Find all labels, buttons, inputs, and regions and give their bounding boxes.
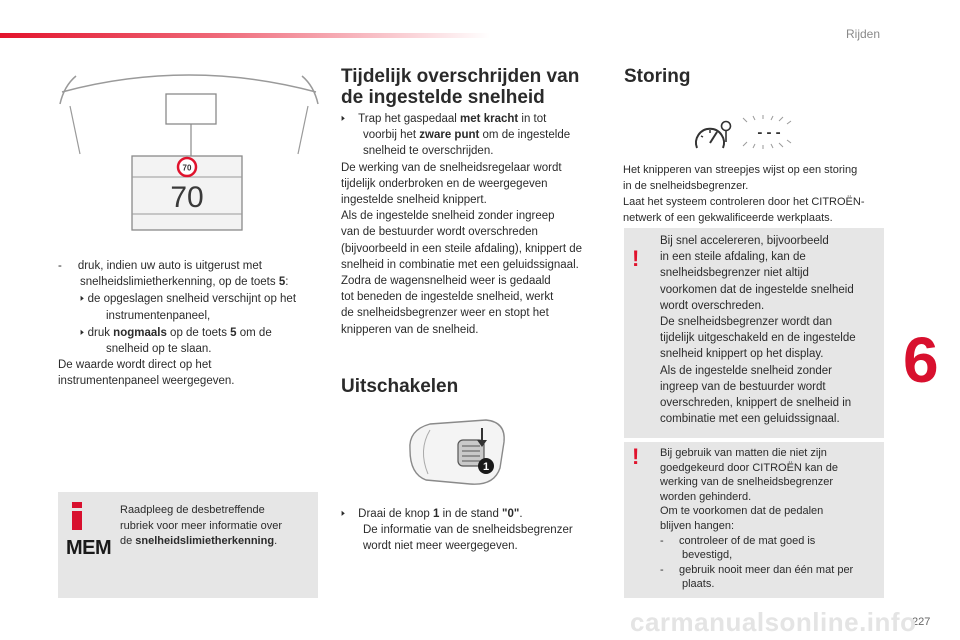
warning-acceleration-text: Bij snel accelereren, bijvoorbeeld in een steile afdaling, kan de snelheidsbegrenzer niet altijd voorkomen dat de ingestelde snelheid wordt overschreden. De snelheidsbegrenzer wordt dan tijdelijk uitgeschakeld en de ingestelde snelheid knippert op het display. Als de ingestelde snelheid zonder ingreep van de bestuurder wordt overschreden, knippert de snelheid in combinatie met een geluidssignaal.: [660, 235, 856, 426]
substep-speed-shown: 🢒 de opgeslagen snelheid verschijnt op het: [80, 291, 297, 306]
fault-text: Het knipperen van streepjes wijst op een storing in de snelheidsbegrenzer. Laat het systeem controleren door het CITROËN- netwerk of een gekwalificeerde werkplaats.: [623, 164, 865, 224]
mat-bullet-2: - gebruik nooit meer dan één mat per: [660, 563, 854, 576]
chapter-number: 6: [903, 324, 939, 396]
arrow-bullet-icon: 🢒: [80, 324, 85, 339]
arrow-bullet-icon: 🢒: [80, 291, 85, 306]
speed-limiter-stalk-illustration: [400, 414, 510, 490]
warning-icon: !: [632, 246, 640, 271]
instrument-panel-illustration: [56, 62, 322, 234]
mem-label: MEM: [66, 537, 112, 559]
knob-callout: 1: [482, 461, 490, 473]
section-title-switch-off: Uitschakelen: [341, 376, 459, 397]
arrow-bullet-icon: 🢒: [341, 111, 346, 125]
step-press-key: - druk, indien uw auto is uitgerust met: [58, 260, 262, 272]
info-icon: [71, 502, 83, 530]
temporary-exceed-text: 🢒 Trap het gaspedaal met kracht in tot voorbij het zware punt om de ingestelde snelheid te overschrijden. De werking van de snelheidsregelaar wordt tijdelijk onderbroken en de weergegeven ingestelde snelheid knippert. Als de ingestelde snelheid zonder ingreep van de bestuurder wordt overschreden (bijvoorbeeld in een steile afdaling), knippert de snelheid in combinatie met een geluidssignaal. Zodra de wagensnelheid weer is gedaald tot beneden de ingestelde snelheid, werkt de snelheidsbegrenzer weer en stopt het knipperen van de snelheid.: [341, 110, 606, 338]
info-note-text: Raadpleeg de desbetreffende rubriek voor meer informatie over de snelheidslimietherkenning.: [120, 504, 283, 547]
sign-value: 70: [182, 163, 192, 173]
chapter-color-bar: [0, 33, 490, 38]
display-speed-value: 70: [170, 181, 204, 214]
page-number: 227: [912, 616, 931, 628]
step-press-pedal: 🢒 Trap het gaspedaal met kracht in tot: [341, 111, 547, 125]
speed-limit-sign-icon: [178, 158, 196, 176]
warning-floor-mats-text: Bij gebruik van matten die niet zijn goedgekeurd door CITROËN kan de werking van de snelheidsbegrenzer worden gehinderd. Om te voorkomen dat de pedalen blijven hangen: - controleer of de mat goed is bevestigd, - gebruik nooit meer dan één mat per plaats.: [660, 446, 882, 592]
switch-off-text: 🢒 Draai de knop 1 in de stand "0". De informatie van de snelheidsbegrenzer wordt niet meer weergegeven.: [341, 505, 606, 555]
fault-display-illustration: [693, 114, 805, 156]
left-instructions: - druk, indien uw auto is uitgerust met snelheidslimietherkenning, op de toets 5: 🢒 de opgeslagen snelheid verschijnt op het instrumentenpaneel, 🢒 druk nogmaals op de toets 5 om de snelheid op te slaan. De waarde wordt direct op het instrumentenpaneel weergegeven.: [58, 258, 328, 390]
arrow-bullet-icon: 🢒: [341, 506, 346, 520]
watermark: carmanualsonline.info: [630, 607, 917, 637]
section-title-fault: Storing: [624, 66, 691, 87]
step-turn-knob: 🢒 Draai de knop 1 in de stand "0".: [341, 506, 523, 520]
fault-dashes: - - -: [757, 124, 781, 141]
chapter-label: Rijden: [846, 27, 881, 41]
speed-limiter-gauge-icon: [696, 122, 731, 149]
substep-press-again: 🢒 druk nogmaals op de toets 5 om de: [80, 324, 272, 339]
mat-bullet-1: - controleer of de mat goed is: [660, 534, 816, 547]
section-title-temporary-exceed: Tijdelijk overschrijden van de ingestelde snelheid: [341, 66, 580, 108]
warning-icon: !: [632, 444, 640, 469]
